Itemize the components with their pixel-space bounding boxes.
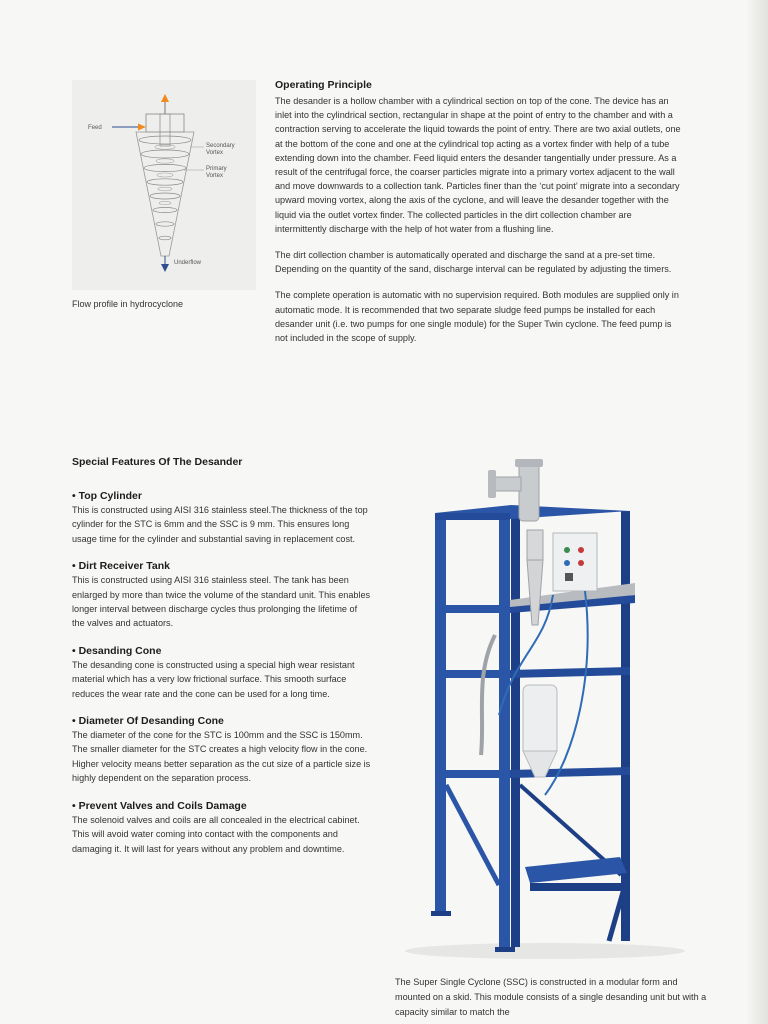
secondary-vortex-line1: Secondary (206, 143, 235, 149)
cabinet-indicator-green (564, 547, 570, 553)
dirt-receiver-tank (523, 685, 557, 755)
secondary-vortex-spiral (155, 145, 175, 205)
front-brace (446, 785, 499, 885)
operating-paragraph-3: The complete operation is automatic with no supervision required. Both modules are supplied only in automatic mode. It is recommended that two separate sludge feed pumps be installed for each desander unit (i.e. two pumps for one single module) for the Super Twin cyclone. The feed pump is not included in the scope of supply. (275, 290, 679, 344)
diagram-caption: Flow profile in hydrocyclone (72, 299, 184, 309)
operating-paragraph-1: The desander is a hollow chamber with a cylindrical section on top of the cone. The device has an inlet into the cylindrical section, rectangular in shape at the point of entry to the chamber and with a contraction serving to accelerate the liquid towards the point of entry. There are two axial outlets, one at the bottom of the cone and one at the cylindrical top acting as a vortex finder with help of a tube extending down into the chamber. Feed liquid enters the desander tangentially under pressure. As a result of the centrifugal force, the coarser particles migrate into a primary vortex adjacent to the wall and move downwards to a collection tank. Particles finer than the ‘cut point’ migrate into a secondary upward moving vortex, along the axis of the cyclone, and will leave the desander together with the liquid via the outlet vortex finder. The collected particles in the dirt collection chamber are intermittently discharge with the help of hot water from a flushing line. (275, 96, 681, 234)
hydrocyclone-svg (72, 80, 256, 290)
cone-upper (527, 530, 543, 560)
feature-title: • Dirt Receiver Tank (72, 560, 171, 573)
feature-text: This is constructed using AISI 316 stainless steel.The thickness of the top cylinder for the STC is 6mm and the SSC is 9 mm. This ensures long usage time for the cylinder and substantial saving in replacement cost. (72, 505, 368, 544)
inlet-flange (488, 470, 496, 498)
feature-title: • Desanding Cone (72, 644, 162, 657)
primary-vortex-spiral (139, 136, 191, 240)
operating-principle-section (275, 79, 685, 357)
step-front (530, 883, 627, 891)
step-platform (525, 857, 627, 883)
ssc-unit-illustration (395, 455, 695, 965)
cabinet-indicator-blue (564, 560, 570, 566)
operating-paragraph-2: The dirt collection chamber is automatically operated and discharge the sand at a pre-set time. Depending on the quantity of the sand, discharge interval can be regulated by adjusting the timers. (275, 250, 672, 275)
front-left-post (435, 513, 446, 913)
back-right-post (621, 511, 630, 941)
secondary-vortex-line2: Vortex (206, 150, 224, 156)
feature-title: • Diameter Of Desanding Cone (72, 715, 224, 728)
shelf-2-front (435, 670, 510, 678)
foot-front-left (431, 911, 451, 916)
shelf-1-front (435, 605, 510, 613)
feature-text: The desanding cone is constructed using a special high wear resistant material which has a very low frictional surface. This smooth surface reduces the wear rate and the cone can be used for a long time. (72, 659, 355, 699)
feature-dirt-receiver-tank (72, 560, 372, 631)
operating-principle-title: Operating Principle (275, 79, 372, 91)
foot-front-right (495, 947, 515, 952)
ssc-unit-photo (395, 455, 695, 965)
feature-title: • Top Cylinder (72, 490, 142, 502)
primary-vortex-line1: Primary (206, 166, 227, 172)
shelf-3-side (510, 767, 630, 778)
control-cabinet (553, 533, 597, 591)
top-beam-front (435, 513, 510, 520)
feature-text: The solenoid valves and coils are all concealed in the electrical cabinet. This will avoid water coming into contact with the components and damaging it. It will last for years without any problem and downtime. (72, 814, 360, 854)
cabinet-indicator-red-2 (578, 560, 584, 566)
special-features-title: Special Features Of The Desander (72, 456, 243, 468)
page-edge-shadow (746, 0, 768, 1024)
feature-cone-diameter (72, 715, 372, 786)
feature-valves-coils (72, 800, 372, 856)
ssc-caption: The Super Single Cyclone (SSC) is constructed in a modular form and mounted on a skid. This module consists of a single desanding unit but with a capacity similar to match the (395, 977, 707, 1017)
feature-text: This is constructed using AISI 316 stainless steel. The tank has been enlarged by more than twice the volume of the standard unit. This enables longer interval between discharge cycles thus prolonging the lifetime of the valves and actuators. (72, 575, 371, 629)
shelf-2-side (510, 667, 630, 678)
feed-arrow (138, 124, 146, 131)
special-features-section (72, 456, 372, 870)
underflow-arrow (161, 264, 169, 272)
vortex-finder (160, 114, 170, 146)
feature-text: The diameter of the cone for the STC is 100mm and the SSC is 150mm. The smaller diameter for the STC creates a high velocity flow in the cone. Higher velocity means better separation as the cut size of a particle size is highly dependent on the separation process. (72, 730, 371, 784)
overflow-arrow (161, 94, 169, 102)
primary-vortex-line2: Vortex (206, 173, 224, 179)
shelf-3-front (435, 770, 510, 778)
cabinet-switch (565, 573, 573, 581)
feed-label: Feed (88, 125, 102, 131)
floor-shadow (405, 943, 685, 959)
back-left-post (511, 507, 520, 947)
underflow-label: Underflow (174, 260, 202, 266)
ssc-caption-block (395, 975, 715, 1020)
secondary-vortex-label (206, 143, 236, 156)
top-cylinder-cap (515, 459, 543, 467)
feature-title: • Prevent Valves and Coils Damage (72, 799, 247, 812)
hydrocyclone-diagram (72, 80, 256, 290)
flush-pipe (481, 635, 495, 755)
top-cylinder (519, 463, 539, 521)
feature-desanding-cone (72, 645, 372, 701)
cone-section (136, 132, 194, 256)
front-right-post (499, 511, 510, 951)
inlet-pipe (495, 477, 521, 491)
cylinder-section (146, 114, 184, 132)
primary-vortex-label (206, 166, 228, 179)
feature-top-cylinder (72, 490, 372, 546)
desanding-cone (527, 560, 543, 625)
cabinet-indicator-red (578, 547, 584, 553)
